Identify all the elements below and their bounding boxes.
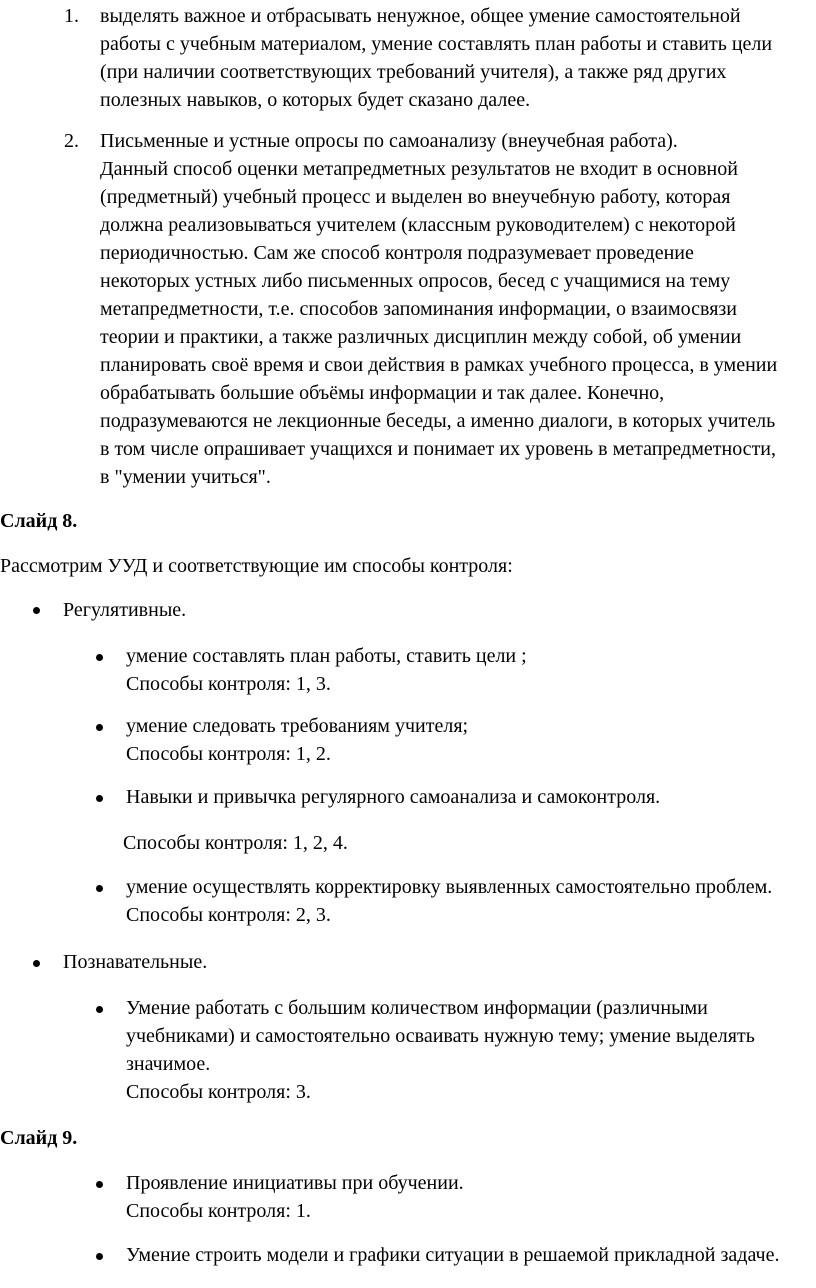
item-text [126,642,527,698]
text-line: значимое. [126,1053,211,1075]
control-methods: Способы контроля: 1. [126,1200,311,1222]
text-line: выделять важное и отбрасывать ненужное, общее умение самостоятельной [100,5,741,27]
control-methods: Способы контроля: 1, 2. [126,743,331,765]
text-line: работы с учебным материалом, умение составлять план работы и ставить цели [100,33,773,55]
text-line: метапредметности, т.е. способов запоминания информации, о взаимосвязи [100,298,737,320]
text-line: планировать своё время и свои действия в рамках учебного процесса, в умении [100,354,778,376]
text-line: умение составлять план работы, ставить цели ; [126,645,527,667]
control-methods: Способы контроля: 1, 3. [126,673,331,695]
text-line: периодичностью. Сам же способ контроля подразумевает проведение [100,242,694,264]
control-methods: Способы контроля: 1, 2, 4. [123,832,348,854]
slide-9-heading: Слайд 9. [0,1127,78,1149]
slide-8-intro: Рассмотрим УУД и соответствующие им способы контроля: [0,555,513,577]
category-label: Познавательные. [63,951,208,973]
item-text [126,783,660,811]
text-line: Умение строить модели и графики ситуации в решаемой прикладной задаче. [126,1244,780,1266]
text-line: учебниками) и самостоятельно осваивать нужную тему; умение выделять [126,1025,755,1047]
bullet-icon [33,960,40,967]
bullet-icon [33,607,40,614]
text-line: Умение работать с большим количеством информации (различными [126,997,708,1019]
bullet-icon [96,1253,103,1260]
text-line: умение следовать требованиям учителя; [126,715,469,737]
text-line: в том числе опрашивает учащихся и понимает их уровень в метапредметности, [100,438,777,460]
control-methods: Способы контроля: 2, 3. [126,904,331,926]
item-text [126,994,755,1106]
bullet-icon [96,654,103,661]
text-line: (при наличии соответствующих требований учителя), а также ряд других [100,61,727,83]
bullet-icon [96,1006,103,1013]
bullet-icon [96,795,103,802]
list-number: 1. [64,5,79,27]
text-line: некоторых устных либо письменных опросов, бесед с учащимися на тему [100,270,731,292]
category-label: Регулятивные. [63,599,187,621]
bullet-icon [96,885,103,892]
text-line: Навыки и привычка регулярного самоанализа и самоконтроля. [126,786,661,808]
text-line: (предметный) учебный процесс и выделен во внеучебную работу, которая [100,186,731,208]
text-line: должна реализовываться учителем (классным руководителем) с некоторой [100,214,736,236]
text-line: теории и практики, а также различных дисциплин между собой, об умении [100,326,742,348]
text-line: Письменные и устные опросы по самоанализу (внеучебная работа). [100,130,678,152]
control-methods: Способы контроля: 3. [126,1081,311,1103]
item-text [126,873,772,929]
text-line: в "умении учиться". [100,466,271,488]
text-line: полезных навыков, о которых будет сказано далее. [100,89,531,111]
bullet-icon [96,1181,103,1188]
list-number: 2. [64,130,79,152]
text-line: обрабатывать большие объёмы информации и так далее. Конечно, [100,382,665,404]
item-text [126,712,468,768]
text-line: умение осуществлять корректировку выявленных самостоятельно проблем. [126,876,773,898]
numbered-item-text [100,2,772,114]
text-line: Проявление инициативы при обучении. [126,1172,464,1194]
numbered-item-text [100,127,777,491]
text-line: Данный способ оценки метапредметных результатов не входит в основной [100,158,738,180]
slide-8-heading: Слайд 8. [0,510,78,532]
bullet-icon [96,724,103,731]
text-line: подразумеваются не лекционные беседы, а именно диалоги, в которых учитель [100,410,776,432]
item-text [126,1241,779,1269]
item-text [126,1169,464,1225]
